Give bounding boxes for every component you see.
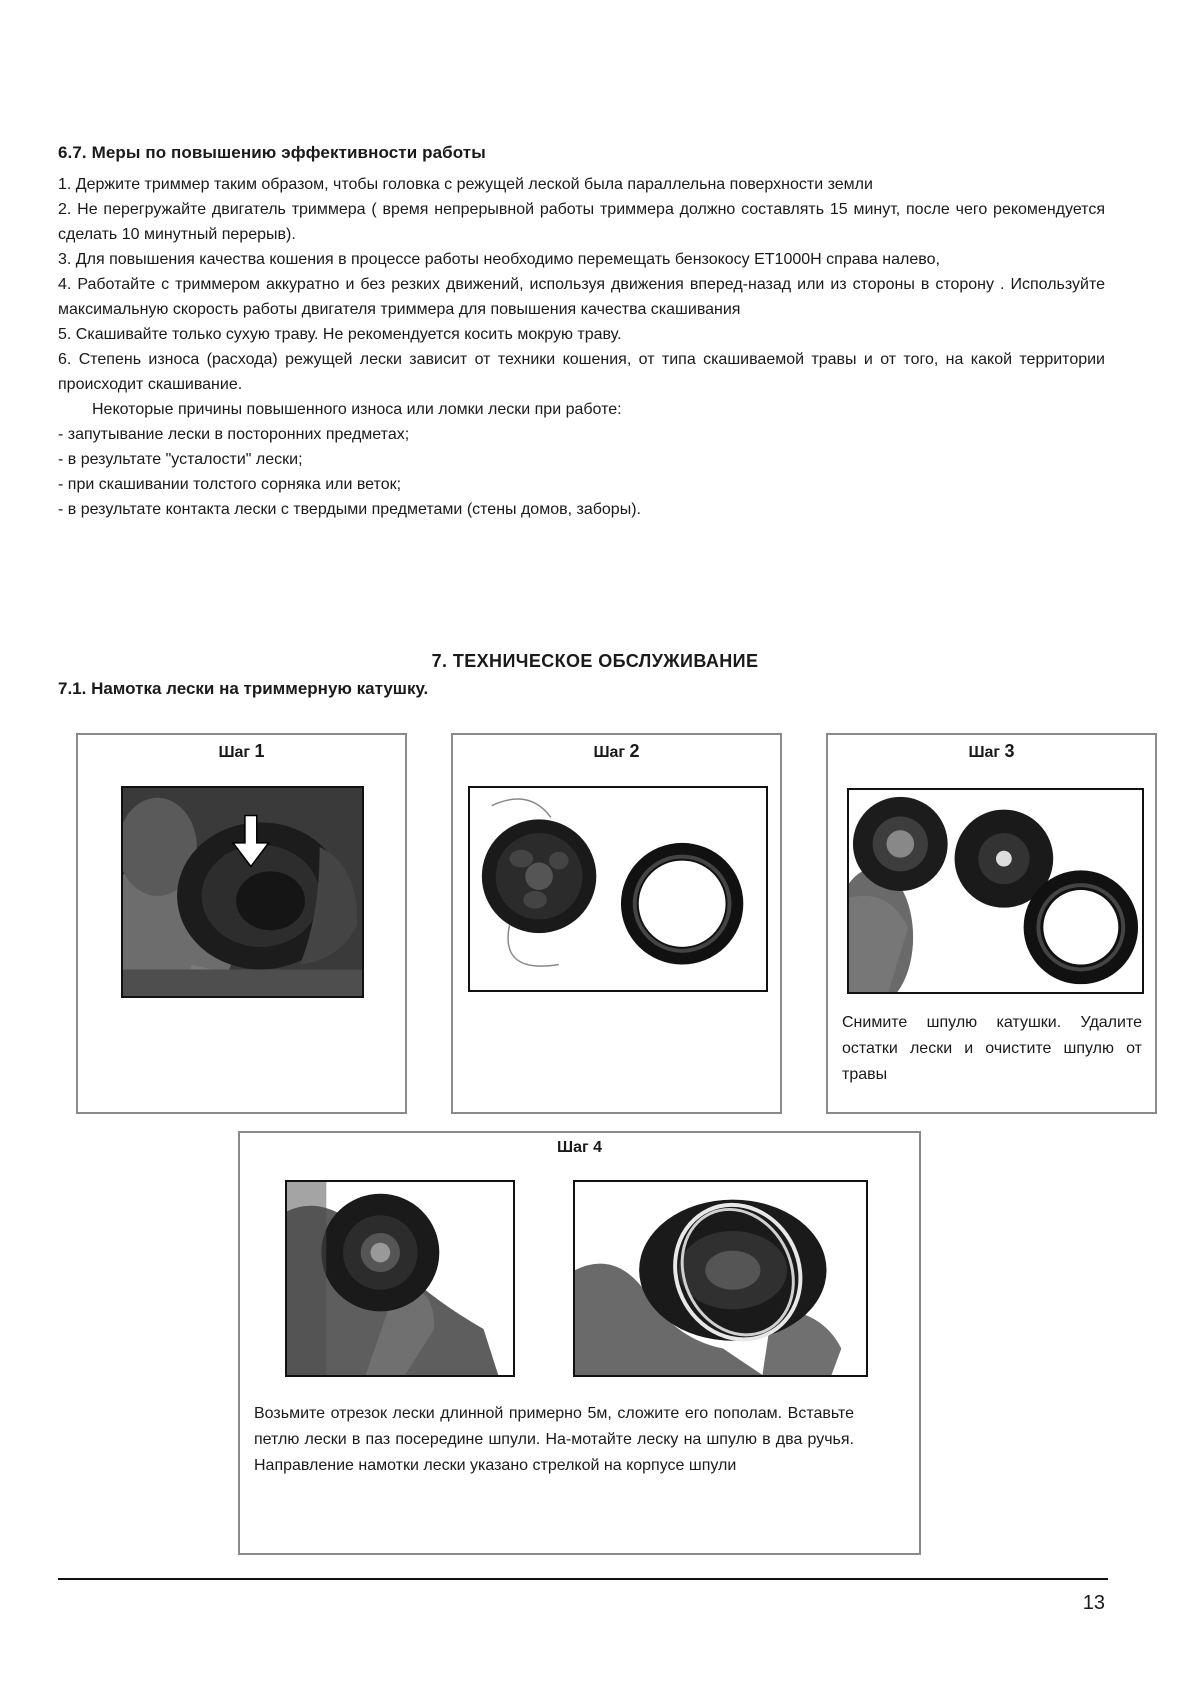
chapter-title: 7. ТЕХНИЧЕСКОЕ ОБСЛУЖИВАНИЕ <box>431 651 759 671</box>
cause-item: - в результате "усталости" лески; <box>58 451 303 468</box>
list-item: 3. Для повышения качества кошения в процессе работы необходимо перемещать бензокосу ET1000H справа налево, <box>58 251 940 268</box>
list-item: 6. Степень износа (расхода) режущей лески зависит от техники кошения, от типа скашиваемой травы и от того, на какой территории происходит скашивание. <box>58 351 1105 393</box>
cause-item: - при скашивании толстого сорняка или веток; <box>58 476 402 493</box>
section-heading: 6.7. Меры по повышению эффективности работы <box>58 143 486 162</box>
step-word: Шаг <box>968 744 1001 761</box>
step-3-title <box>828 741 1155 762</box>
list-item: 2. Не перегружайте двигатель триммера ( время непрерывной работы триммера должно составлять 15 минут, после чего рекомендуется сделать 10 минутный перерыв). <box>58 201 1105 243</box>
step-number: 1 <box>254 741 265 761</box>
causes-intro: Некоторые причины повышенного износа или ломки лески при работе: <box>92 401 622 418</box>
step-word: Шаг <box>218 744 251 761</box>
step-4-box <box>238 1131 921 1555</box>
step-number: 2 <box>629 741 640 761</box>
step-number: 3 <box>1004 741 1015 761</box>
step-2-title <box>453 741 780 762</box>
step-2-box <box>451 733 782 1114</box>
step-1-title <box>78 741 405 762</box>
step-4-photo-right <box>573 1180 868 1377</box>
subsection-title: 7.1. Намотка лески на триммерную катушку. <box>58 679 429 698</box>
trimmer-head-photo <box>123 788 362 996</box>
spool-and-cover-photo <box>470 788 766 990</box>
step-4-photo-left <box>285 1180 515 1377</box>
step-3-box <box>826 733 1157 1114</box>
footer-divider <box>58 1578 1108 1580</box>
step-2-photo <box>468 786 768 992</box>
step-1-box <box>76 733 407 1114</box>
step-word: Шаг <box>593 744 626 761</box>
step-4-text: Возьмите отрезок лески длинной примерно 5м, сложите его пополам. Вставьте петлю лески в паз посередине шпули. На-мотайте леску на шпулю в два ручья. Направление намотки лески указано стрелкой на корпусе шпули <box>254 1405 854 1474</box>
page-number: 13 <box>1082 1592 1105 1614</box>
step-1-photo <box>121 786 364 998</box>
step-4-title <box>240 1139 919 1157</box>
spool-in-hand-photo <box>287 1182 513 1375</box>
winding-line-photo <box>575 1182 866 1375</box>
cause-item: - запутывание лески в посторонних предметах; <box>58 426 410 443</box>
section-body <box>58 172 1105 522</box>
list-item: 1. Держите триммер таким образом, чтобы головка с режущей леской была параллельна поверхности земли <box>58 176 873 193</box>
cause-item: - в результате контакта лески с твердыми предметами (стены домов, заборы). <box>58 501 641 518</box>
disassembled-spool-photo <box>849 790 1142 992</box>
list-item: 4. Работайте с триммером аккуратно и без резких движений, используя движения вперед-назад или из стороны в сторону . Используйте максимальную скорость работы двигателя триммера для повышения качества скашивания <box>58 276 1105 318</box>
step-number: 4 <box>593 1139 602 1156</box>
list-item: 5. Скашивайте только сухую траву. Не рекомендуется косить мокрую траву. <box>58 326 622 343</box>
step-word: Шаг <box>557 1139 589 1156</box>
step-3-text: Снимите шпулю катушки. Удалите остатки лески и очистите шпулю от травы <box>842 1014 1142 1083</box>
step-3-photo <box>847 788 1144 994</box>
